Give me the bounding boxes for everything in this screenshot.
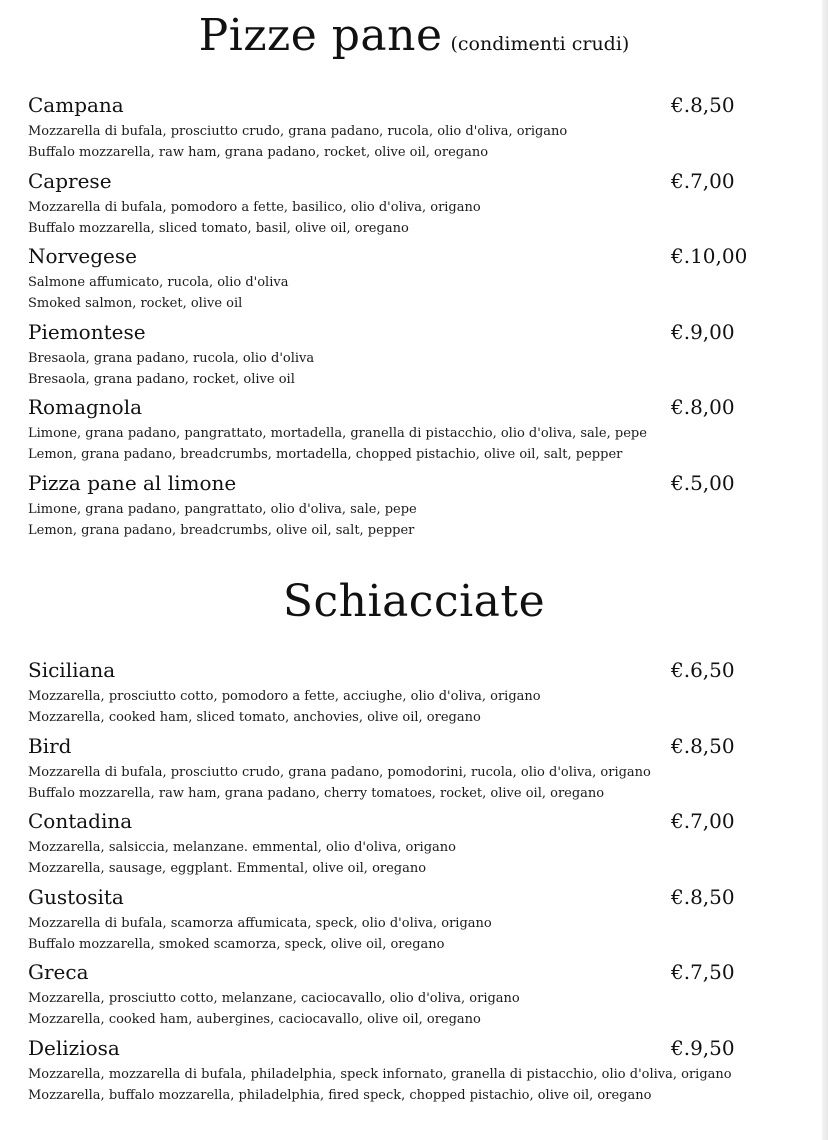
menu-item — [28, 733, 788, 809]
item-price: €.9,50 — [671, 1035, 735, 1060]
menu-item — [28, 92, 788, 168]
item-description-english: Mozzarella, cooked ham, sliced tomato, anchovies, olive oil, oregano — [28, 710, 481, 725]
item-name: Siciliana — [28, 658, 116, 682]
item-description-italian: Mozzarella, mozzarella di bufala, philadelphia, speck infornato, granella di pistacchio, olio d'oliva, origano — [28, 1066, 732, 1082]
menu-item — [28, 319, 788, 395]
item-name: Bird — [28, 733, 72, 758]
menu-item — [28, 470, 788, 546]
item-description-english: Lemon, grana padano, breadcrumbs, olive oil, salt, pepper — [28, 522, 415, 538]
item-price: €.7,50 — [671, 960, 735, 984]
item-name: Gustosita — [28, 884, 124, 909]
item-description-english: Buffalo mozzarella, raw ham, grana padano, cherry tomatoes, rocket, olive oil, oregano — [28, 785, 605, 801]
menu-item — [28, 959, 788, 1035]
item-name: Caprese — [28, 168, 112, 193]
item-price: €.10,00 — [671, 244, 748, 268]
item-name: Greca — [28, 960, 89, 984]
item-price: €.9,00 — [671, 319, 735, 344]
menu-item — [28, 808, 788, 884]
item-description-italian: Bresaola, grana padano, rucola, olio d'oliva — [28, 350, 315, 366]
item-price: €.8,00 — [671, 395, 735, 419]
item-price: €.8,50 — [671, 884, 735, 909]
item-description-english: Mozzarella, buffalo mozzarella, philadelphia, fired speck, chopped pistachio, olive oil, oregano — [28, 1087, 652, 1103]
item-description-english: Mozzarella, sausage, eggplant. Emmental, olive oil, oregano — [28, 861, 427, 876]
item-description-italian: Mozzarella di bufala, prosciutto crudo, grana padano, pomodorini, rucola, olio d'oliva, origano — [28, 764, 651, 780]
item-description-italian: Mozzarella di bufala, pomodoro a fette, basilico, olio d'oliva, origano — [28, 199, 481, 215]
menu-item — [28, 884, 788, 960]
item-name: Pizza pane al limone — [28, 470, 237, 495]
page-edge-shadow — [822, 0, 828, 1140]
item-description-italian: Limone, grana padano, pangrattato, mortadella, granella di pistacchio, olio d'oliva, sale, pepe — [28, 426, 647, 441]
menu-item — [28, 394, 788, 470]
item-description-english: Lemon, grana padano, breadcrumbs, mortadella, chopped pistachio, olive oil, salt, pepper — [28, 447, 623, 462]
item-name: Campana — [28, 93, 124, 117]
item-description-italian: Limone, grana padano, pangrattato, olio d'oliva, sale, pepe — [28, 501, 417, 517]
item-description-english: Smoked salmon, rocket, olive oil — [28, 296, 243, 311]
section-subheading: (condimenti crudi) — [450, 33, 630, 55]
item-price: €.7,00 — [671, 809, 735, 833]
item-name: Romagnola — [28, 395, 143, 419]
item-name: Piemontese — [28, 319, 146, 344]
section-heading: Schiacciate — [282, 576, 546, 627]
item-price: €.6,50 — [671, 658, 735, 682]
item-description-english: Buffalo mozzarella, raw ham, grana padano, rocket, olive oil, oregano — [28, 145, 489, 160]
item-price: €.8,50 — [671, 733, 735, 758]
item-description-italian: Mozzarella, prosciutto cotto, melanzane, caciocavallo, olio d'oliva, origano — [28, 991, 520, 1006]
item-description-italian: Mozzarella, salsiccia, melanzane. emmental, olio d'oliva, origano — [28, 840, 456, 855]
item-description-italian: Salmone affumicato, rucola, olio d'oliva — [28, 275, 289, 290]
item-description-english: Buffalo mozzarella, smoked scamorza, speck, olive oil, oregano — [28, 936, 445, 952]
item-description-italian: Mozzarella di bufala, prosciutto crudo, grana padano, rucola, olio d'oliva, origano — [28, 124, 568, 139]
item-price: €.5,00 — [671, 470, 735, 495]
item-price: €.7,00 — [671, 168, 735, 193]
item-price: €.8,50 — [671, 93, 735, 117]
menu-item — [28, 243, 788, 319]
section-title-pizze-pane — [0, 10, 828, 61]
item-name: Deliziosa — [28, 1035, 120, 1060]
menu-list-pizze-pane — [28, 92, 788, 545]
item-description-english: Buffalo mozzarella, sliced tomato, basil, olive oil, oregano — [28, 220, 409, 236]
menu-item — [28, 1035, 788, 1111]
section-heading: Pizze pane — [198, 10, 443, 61]
menu-list-schiacciate — [28, 657, 788, 1110]
section-title-schiacciate — [0, 576, 828, 627]
item-name: Contadina — [28, 809, 133, 833]
menu-item — [28, 657, 788, 733]
item-description-italian: Mozzarella, prosciutto cotto, pomodoro a fette, acciughe, olio d'oliva, origano — [28, 689, 541, 704]
item-description-english: Mozzarella, cooked ham, aubergines, caciocavallo, olive oil, oregano — [28, 1012, 481, 1027]
item-description-english: Bresaola, grana padano, rocket, olive oil — [28, 371, 295, 387]
menu-item — [28, 168, 788, 244]
item-name: Norvegese — [28, 244, 137, 268]
item-description-italian: Mozzarella di bufala, scamorza affumicata, speck, olio d'oliva, origano — [28, 915, 492, 931]
